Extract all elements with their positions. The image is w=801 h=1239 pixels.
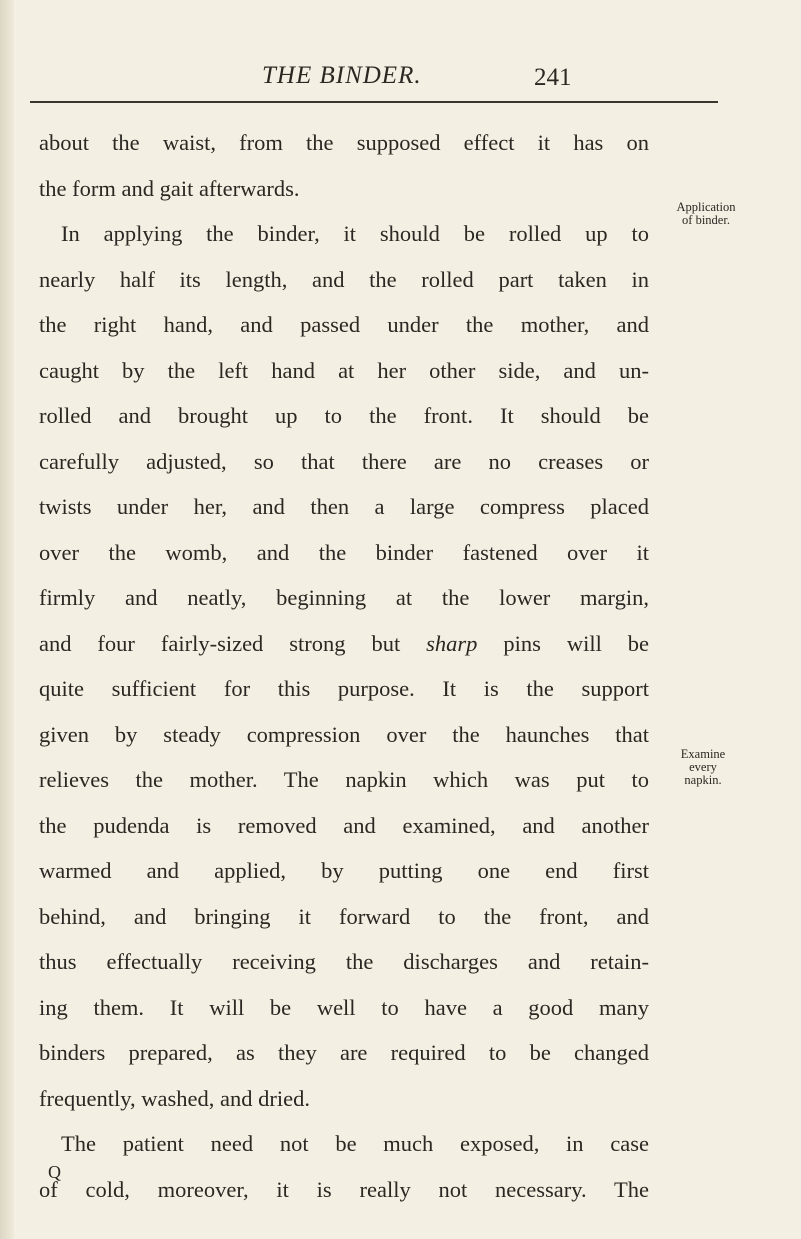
margin-note-line: every — [689, 760, 717, 774]
margin-note-line: Examine — [680, 747, 726, 761]
text-line: the pudenda is removed and examined, and another — [39, 812, 649, 838]
margin-note-application — [660, 201, 752, 227]
margin-note-line: of binder. — [682, 213, 730, 227]
running-head — [0, 62, 801, 96]
text-segment: and four fairly-sized strong but — [39, 630, 401, 656]
margin-note-examine — [663, 748, 743, 787]
text-line: rolled and brought up to the front. It should be — [39, 403, 649, 428]
text-line: behind, and bringing it forward to the front, and — [39, 903, 649, 929]
text-line: carefully adjusted, so that there are no creases or — [39, 448, 649, 474]
paragraph-first-line: The patient need not be much exposed, in case — [61, 1131, 649, 1156]
text-line: firmly and neatly, beginning at the lower margin, — [39, 585, 649, 610]
text-line: twists under her, and then a large compress placed — [39, 494, 649, 519]
margin-note-line: Application — [676, 200, 736, 214]
running-title: THE BINDER. — [262, 62, 422, 89]
page-number: 241 — [534, 64, 572, 91]
text-segment: pins will be — [503, 630, 650, 656]
text-line: over the womb, and the binder fastened over it — [39, 539, 649, 565]
margin-note-line: napkin. — [684, 773, 722, 787]
paragraph-first-line: In applying the binder, it should be rolled up to — [61, 221, 649, 246]
text-line: relieves the mother. The napkin which was put to — [39, 767, 649, 792]
text-line: quite sufficient for this purpose. It is the support — [39, 676, 649, 701]
header-rule — [30, 101, 718, 103]
text-line: the form and gait afterwards. — [39, 175, 300, 201]
text-line: frequently, washed, and dried. — [39, 1085, 310, 1111]
text-line: warmed and applied, by putting one end first — [39, 858, 649, 883]
text-line: the right hand, and passed under the mother, and — [39, 312, 649, 337]
text-line: ing them. It will be well to have a good many — [39, 994, 649, 1020]
text-line: binders prepared, as they are required to be changed — [39, 1040, 649, 1065]
text-line: caught by the left hand at her other side, and un- — [39, 357, 649, 383]
page-edge — [0, 0, 14, 1239]
italic-word: sharp — [426, 630, 478, 656]
signature-mark: Q — [48, 1162, 61, 1182]
text-line: nearly half its length, and the rolled part taken in — [39, 266, 649, 292]
body-text — [39, 120, 649, 1212]
text-line: about the waist, from the supposed effect it has on — [39, 130, 649, 155]
text-line — [39, 621, 649, 667]
text-line: thus effectually receiving the discharges and retain- — [39, 949, 649, 974]
text-line: of cold, moreover, it is really not necessary. The — [39, 1176, 649, 1202]
text-line: given by steady compression over the haunches that — [39, 721, 649, 747]
